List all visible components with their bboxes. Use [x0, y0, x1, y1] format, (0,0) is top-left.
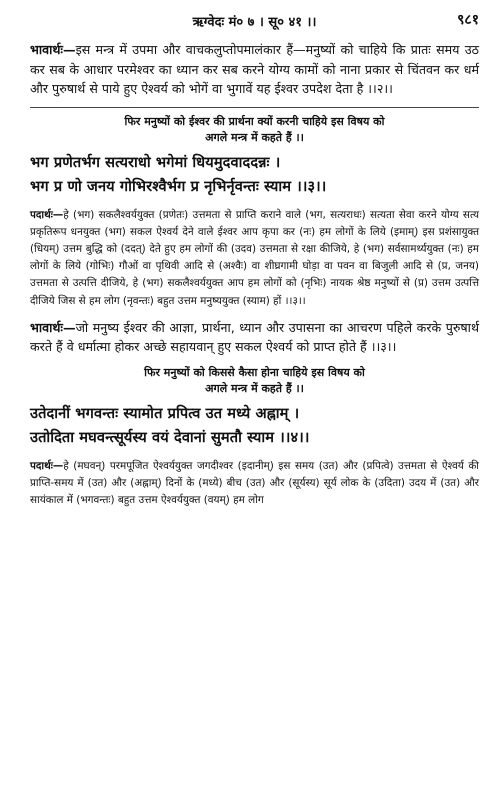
padarth-paragraph-4	[30, 458, 479, 510]
mantra-4-line2: उतोदिता मघवन्त्सूर्यस्य वयं देवानां सुमतौ स्याम ।।४।।	[30, 428, 310, 446]
bhavarth-text: जो मनुष्य ईश्वर की आज्ञा, प्रार्थना, ध्यान और उपासना का आचरण पहिले करके पुरुषार्थ करते हैं वे धर्मात्मा होकर अच्छे सहायवान् हुए सकल ऐश्वर्य को प्राप्त होते हैं ।।३।।	[30, 319, 479, 355]
bhavarth-label: भावार्थः—	[30, 42, 76, 57]
bhavarth-text: इस मन्त्र में उपमा और वाचकलुप्तोपमालंकार हैं—मनुष्यों को चाहिये कि प्रातः समय उठ कर सब के आधार परमेश्वर का ध्यान कर सब करने योग्य कामों को नाना प्रकार से चिंतवन कर धर्म और पुरुषार्थ से पाये हुए ऐश्वर्य को भोगें वा भुगावें यह ईश्वर उपदेश देता है ।।२।।	[30, 42, 479, 96]
bhavarth-label: भावार्थः—	[30, 319, 76, 335]
mantra-3-intro-line1: फिर मनुष्यों को ईश्वर की प्रार्थना क्यों करनी चाहिये इस विषय को	[124, 114, 385, 128]
section-divider	[30, 107, 479, 108]
mantra-4-intro-line2: अगले मन्त्र में कहते हैं ।।	[205, 382, 304, 396]
mantra-3-line1: भग प्रणेतर्भग सत्यराधो भगेमां धियमुदवाददन्नः ।	[30, 153, 281, 171]
mantra-3-line2: भग प्र णो जनय गोभिरश्वैर्भग प्र नृभिर्नृवन्तः स्याम ।।३।।	[30, 177, 327, 195]
mantra-4-line1: उतेदानीं भगवन्तः स्यामोत प्रपित्व उत मध्ये अह्नाम् ।	[30, 404, 300, 422]
page-number: ९८१	[457, 12, 479, 28]
running-title: ऋग्वेदः मं० ७ । सू० ४१ ।।	[192, 15, 317, 30]
bhavarth-paragraph-3	[30, 318, 479, 357]
page-header	[30, 0, 479, 40]
mantra-4-intro-line1: फिर मनुष्यों को किससे कैसा होना चाहिये इस विषय को	[144, 365, 365, 379]
padarth-label: पदार्थः—	[30, 459, 64, 472]
bhavarth-paragraph-2	[30, 40, 479, 99]
padarth-label: पदार्थः—	[30, 208, 64, 221]
padarth-paragraph-3	[30, 207, 479, 310]
padarth-text: हे (भग) सकलैश्वर्ययुक्त (प्रणेतः) उत्तमता से प्राप्ति कराने वाले (भग, सत्यराधः) सत्यता सेवा करने योग्य सत्य प्रकृतिरूप धनयुक्त (भग) सकल ऐश्वर्य देने वाले ईश्वर आप कृपा कर (नः) हम लोगों के लिये (इमाम्) इस प्रशंसायुक्त (धियम्) उत्तम बुद्धि को (ददत्) देते हुए हम लोगों की (उदव) उत्तमता से रक्षा कीजिये, हे (भग) सर्वसामर्थ्ययुक्त (नः) हम लोगों के लिये (गोभिः) गौओं वा पृथिवी आदि से (अश्वैः) वा शीघ्रगामी घोड़ा वा पवन वा बिजुली आदि से (प्र, जनय) उत्तमता से उत्पत्ति दीजिये, हे (भग) सकलैश्वर्ययुक्त आप हम लोगों को (नृभिः) नायक श्रेष्ठ मनुष्यों से (प्र) उत्तम उत्पत्ति दीजिये जिस से हम लोग (नृवन्तः) बहुत उत्तम मनुष्ययुक्त (स्याम) हों ।।३।।	[30, 208, 479, 307]
padarth-text: हे (मघवन्) परमपूजित ऐश्वर्ययुक्त जगदीश्वर (इदानीम्) इस समय (उत) और (प्रपित्वे) उत्तमता से ऐश्वर्य की प्राप्ति-समय में (उत) और (अह्नाम्) दिनों के (मध्ये) बीच (उत) और (सूर्यस्य) सूर्य लोक के (उदिता) उदय में (उत) और सायंकाल में (भगवन्तः) बहुत उत्तम ऐश्वर्ययुक्त (वयम्) हम लोग	[30, 459, 479, 507]
mantra-3-intro-line2: अगले मन्त्र में कहते हैं ।।	[205, 131, 304, 144]
